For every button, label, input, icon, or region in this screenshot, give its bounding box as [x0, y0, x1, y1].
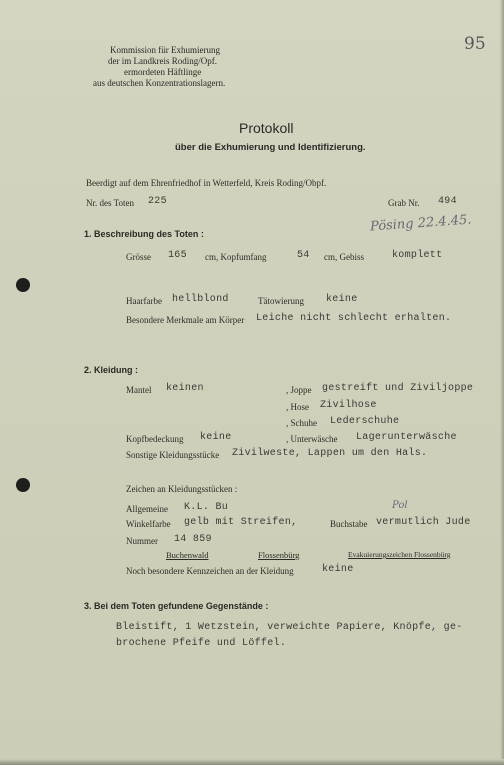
hair-label: Haarfarbe	[126, 296, 162, 306]
camp-evacuation-sign: Evakuierungszeichen Flossenbürg	[348, 550, 451, 559]
letter-handwritten: Pol	[392, 500, 408, 511]
jacket-value: gestreift und Ziviljoppe	[322, 383, 474, 394]
jacket-label: , Joppe	[286, 385, 312, 395]
headwear-value: keine	[200, 432, 232, 443]
camp-buchenwald: Buchenwald	[166, 550, 209, 560]
section-2-heading: 2. Kleidung :	[84, 365, 138, 375]
commission-line-1: Kommission für Exhumierung	[110, 45, 220, 55]
head-value: 54	[297, 250, 310, 261]
head-unit: cm, Gebiss	[324, 252, 364, 262]
number-value: 14 859	[174, 534, 212, 545]
signs-label: Zeichen an Kleidungsstücken :	[126, 484, 238, 494]
found-items-line-2: brochene Pfeife und Löffel.	[116, 638, 287, 649]
punch-hole-lower	[16, 478, 30, 492]
grave-value: 494	[438, 196, 457, 207]
found-items-line-1: Bleistift, 1 Wetzstein, verweichte Papiere, Knöpfe, ge-	[116, 622, 463, 633]
shoes-label: , Schuhe	[286, 418, 317, 428]
commission-line-4: aus deutschen Konzentrationslagern.	[93, 78, 226, 88]
page-edge-right	[500, 0, 504, 765]
letter-label: Buchstabe	[330, 519, 368, 529]
coat-value: keinen	[166, 383, 204, 394]
underwear-label: , Unterwäsche	[286, 434, 338, 444]
document-title: Protokoll	[239, 120, 294, 136]
special-marks-value: keine	[322, 564, 354, 575]
other-clothing-label: Sonstige Kleidungsstücke	[126, 450, 220, 460]
angle-color-label: Winkelfarbe	[126, 519, 171, 529]
document-subtitle: über die Exhumierung und Identifizierung.	[175, 142, 366, 153]
dead-number-value: 225	[148, 196, 167, 207]
burial-location: Beerdigt auf dem Ehrenfriedhof in Wetterfeld, Kreis Roding/Obpf.	[86, 178, 327, 188]
dead-number-label: Nr. des Toten	[86, 198, 134, 208]
trousers-label: , Hose	[286, 402, 309, 412]
angle-color-value: gelb mit Streifen,	[184, 517, 298, 528]
punch-hole-upper	[16, 278, 30, 292]
special-marks-label: Noch besondere Kennzeichen an der Kleidung	[126, 566, 294, 576]
hair-value: hellblond	[172, 294, 229, 305]
tattoo-value: keine	[326, 294, 358, 305]
tattoo-label: Tätowierung	[258, 296, 304, 306]
marks-label: Besondere Merkmale am Körper	[126, 315, 245, 325]
marks-value: Leiche nicht schlecht erhalten.	[256, 313, 452, 324]
teeth-value: komplett	[392, 250, 443, 261]
trousers-value: Zivilhose	[320, 400, 377, 411]
shoes-value: Lederschuhe	[330, 416, 400, 427]
section-1-heading: 1. Beschreibung des Toten :	[84, 229, 204, 239]
size-value: 165	[168, 250, 187, 261]
number-label: Nummer	[126, 536, 158, 546]
headwear-label: Kopfbedeckung	[126, 434, 184, 444]
page-number: 95	[464, 34, 486, 54]
underwear-value: Lagerunterwäsche	[356, 432, 457, 443]
commission-line-3: ermordeten Häftlinge	[124, 67, 202, 77]
camp-flossenbuerg: Flossenbürg	[258, 550, 300, 560]
handwritten-note: Pösing 22.4.45.	[369, 212, 472, 235]
letter-value: vermutlich Jude	[376, 517, 471, 528]
commission-line-2: der im Landkreis Roding/Opf.	[108, 56, 217, 66]
section-3-heading: 3. Bei dem Toten gefundene Gegenstände :	[84, 601, 269, 611]
size-label: Grösse	[126, 252, 151, 262]
general-value: K.L. Bu	[184, 502, 229, 513]
general-label: Allgemeine	[126, 504, 168, 514]
grave-label: Grab Nr.	[388, 198, 420, 208]
page-edge-bottom	[0, 759, 504, 765]
coat-label: Mantel	[126, 385, 152, 395]
size-unit: cm, Kopfumfang	[205, 252, 267, 262]
other-clothing-value: Zivilweste, Lappen um den Hals.	[232, 448, 428, 459]
